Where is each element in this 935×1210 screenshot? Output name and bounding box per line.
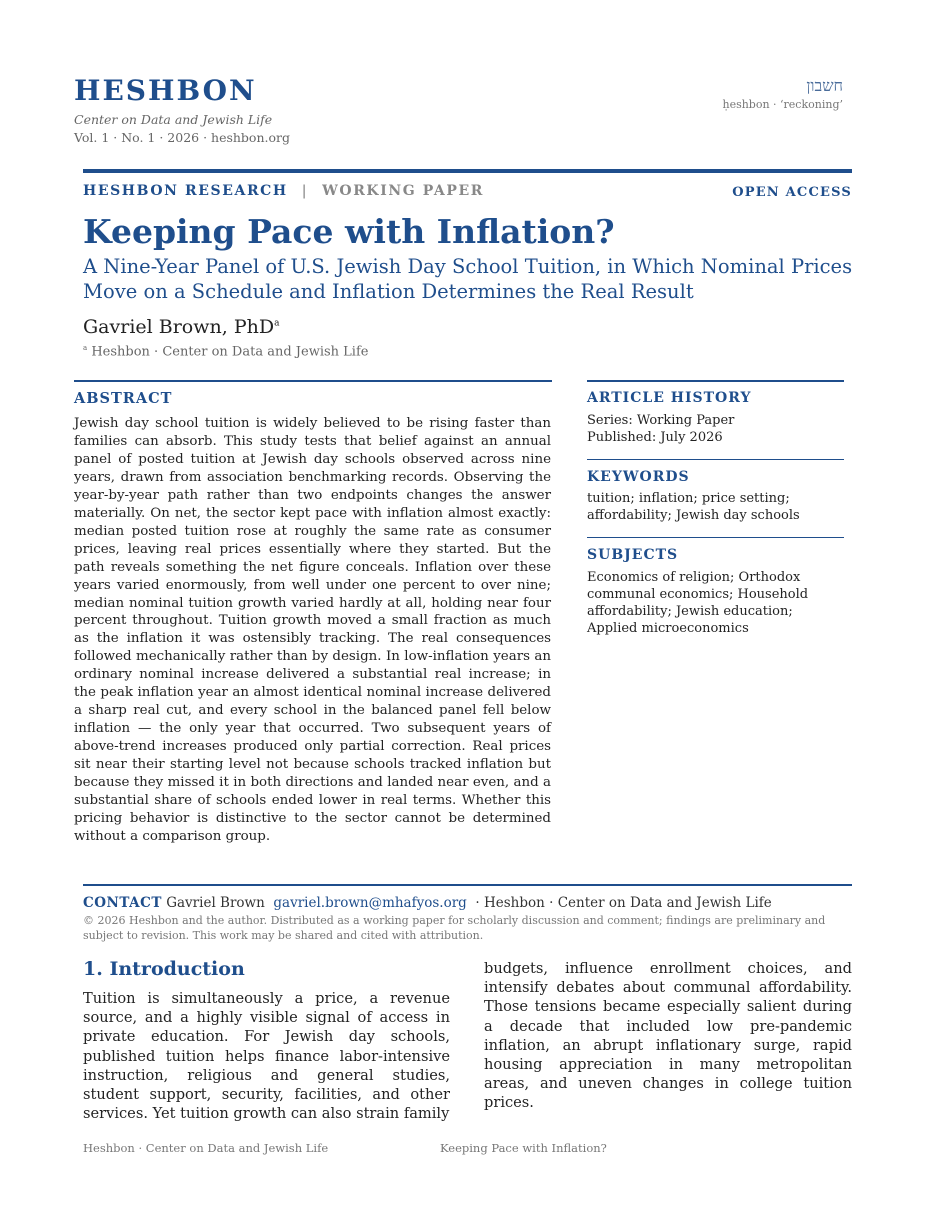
subjects-text: Economics of religion; Orthodox communal economics; Household affordability; Jewish education; Applied microeconomics bbox=[587, 570, 809, 636]
article-subtitle: A Nine-Year Panel of U.S. Jewish Day School Tuition, in Which Nominal Prices Move on a Schedule and Inflation Determines the Real Result bbox=[83, 255, 853, 303]
history-heading: ARTICLE HISTORY bbox=[587, 390, 752, 406]
keywords-heading: KEYWORDS bbox=[587, 469, 690, 485]
hebrew-name: חשבון bbox=[806, 76, 843, 95]
abstract-heading: ABSTRACT bbox=[74, 390, 173, 407]
license-text: © 2026 Heshbon and the author. Distributed as a working paper for scholarly discussion and comment; findings are preliminary and subject to revision. This work may be shared and cited with attribution. bbox=[83, 914, 826, 942]
subjects-heading: SUBJECTS bbox=[587, 547, 679, 563]
volume-info: Vol. 1 · No. 1 · 2026 · heshbon.org bbox=[74, 130, 290, 145]
journal-tagline: Center on Data and Jewish Life bbox=[74, 112, 273, 127]
series-type: WORKING PAPER bbox=[322, 183, 484, 199]
history-published: Published: July 2026 bbox=[587, 430, 723, 445]
series-separator: | bbox=[301, 183, 309, 199]
body-column-right: budgets, influence enrollment choices, and intensify debates about communal affordability. Those tensions became especially salient during a decade that included low pre-pandemic inflation, an abrupt inflationary surge, rapid housing appreciation in many metropolitan areas, and uneven changes in college tuition prices. bbox=[484, 960, 852, 1112]
contact-org: · Heshbon · Center on Data and Jewish Life bbox=[475, 895, 772, 911]
abstract-rule bbox=[74, 380, 552, 382]
history-rule bbox=[587, 380, 844, 382]
contact-label: CONTACT bbox=[83, 895, 162, 911]
contact-name: Gavriel Brown bbox=[166, 895, 265, 911]
hebrew-gloss: ḥeshbon · ‘reckoning’ bbox=[722, 98, 843, 111]
article-title: Keeping Pace with Inflation? bbox=[83, 212, 615, 251]
history-series: Series: Working Paper bbox=[587, 413, 735, 428]
footer-running-title: Keeping Pace with Inflation? bbox=[440, 1141, 607, 1155]
subjects-rule bbox=[587, 537, 844, 538]
contact-rule bbox=[83, 884, 852, 886]
author-name: Gavriel Brown, PhD bbox=[83, 316, 275, 338]
author-line bbox=[83, 316, 279, 338]
keywords-text: tuition; inflation; price setting; affordability; Jewish day schools bbox=[587, 491, 800, 523]
affiliation-line bbox=[83, 344, 368, 359]
abstract-text: Jewish day school tuition is widely believed to be rising faster than families can absorb. This study tests that belief against an annual panel of posted tuition at Jewish day schools observed across nine years, drawn from association benchmarking records. Observing the year-by-year path rather than two endpoints changes the answer materially. On net, the sector kept pace with inflation almost exactly: median posted tuition rose at roughly the same rate as consumer prices, leaving real prices essentially where they started. But the path reveals something the net figure conceals. Inflation over these years varied enormously, from well under one percent to over nine; median nominal tuition growth varied hardly at all, holding near four percent throughout. Tuition growth moved a small fraction as much as the inflation it was ostensibly tracking. The real consequences followed mechanically rather than by design. In low-inflation years an ordinary nominal increase delivered a substantial real increase; in the peak inflation year an almost identical nominal increase delivered a sharp real cut, and every school in the balanced panel fell below inflation — the only year that occurred. Two subsequent years of above-trend increases produced only partial correction. Real prices sit near their starting level not because schools tracked inflation but because they missed it in both directions and landed near even, and a substantial share of schools ended lower in real terms. Whether this pricing behavior is distinctive to the sector cannot be determined without a comparison group. bbox=[74, 416, 551, 844]
affiliation-text: Heshbon · Center on Data and Jewish Life bbox=[91, 344, 369, 360]
series-label-group bbox=[83, 183, 484, 199]
author-affiliation-mark: a bbox=[274, 318, 280, 329]
series-name: HESHBON RESEARCH bbox=[83, 183, 288, 199]
journal-brand: HESHBON bbox=[74, 74, 257, 107]
affiliation-mark: a bbox=[83, 344, 88, 352]
contact-line bbox=[83, 895, 772, 911]
open-access-badge: OPEN ACCESS bbox=[732, 185, 852, 200]
section-heading: 1. Introduction bbox=[83, 958, 245, 980]
keywords-rule bbox=[587, 459, 844, 460]
series-row bbox=[83, 183, 852, 203]
contact-email-link[interactable]: gavriel.brown@mhafyos.org bbox=[273, 895, 467, 911]
header-rule bbox=[83, 169, 852, 173]
body-column-left: Tuition is simultaneously a price, a revenue source, and a highly visible signal of access in private education. For Jewish day schools, published tuition helps finance labor-intensive instruction, religious and general studies, student support, security, facilities, and other services. Yet tuition growth can also strain family bbox=[83, 990, 450, 1123]
footer-journal: Heshbon · Center on Data and Jewish Life bbox=[83, 1141, 329, 1155]
